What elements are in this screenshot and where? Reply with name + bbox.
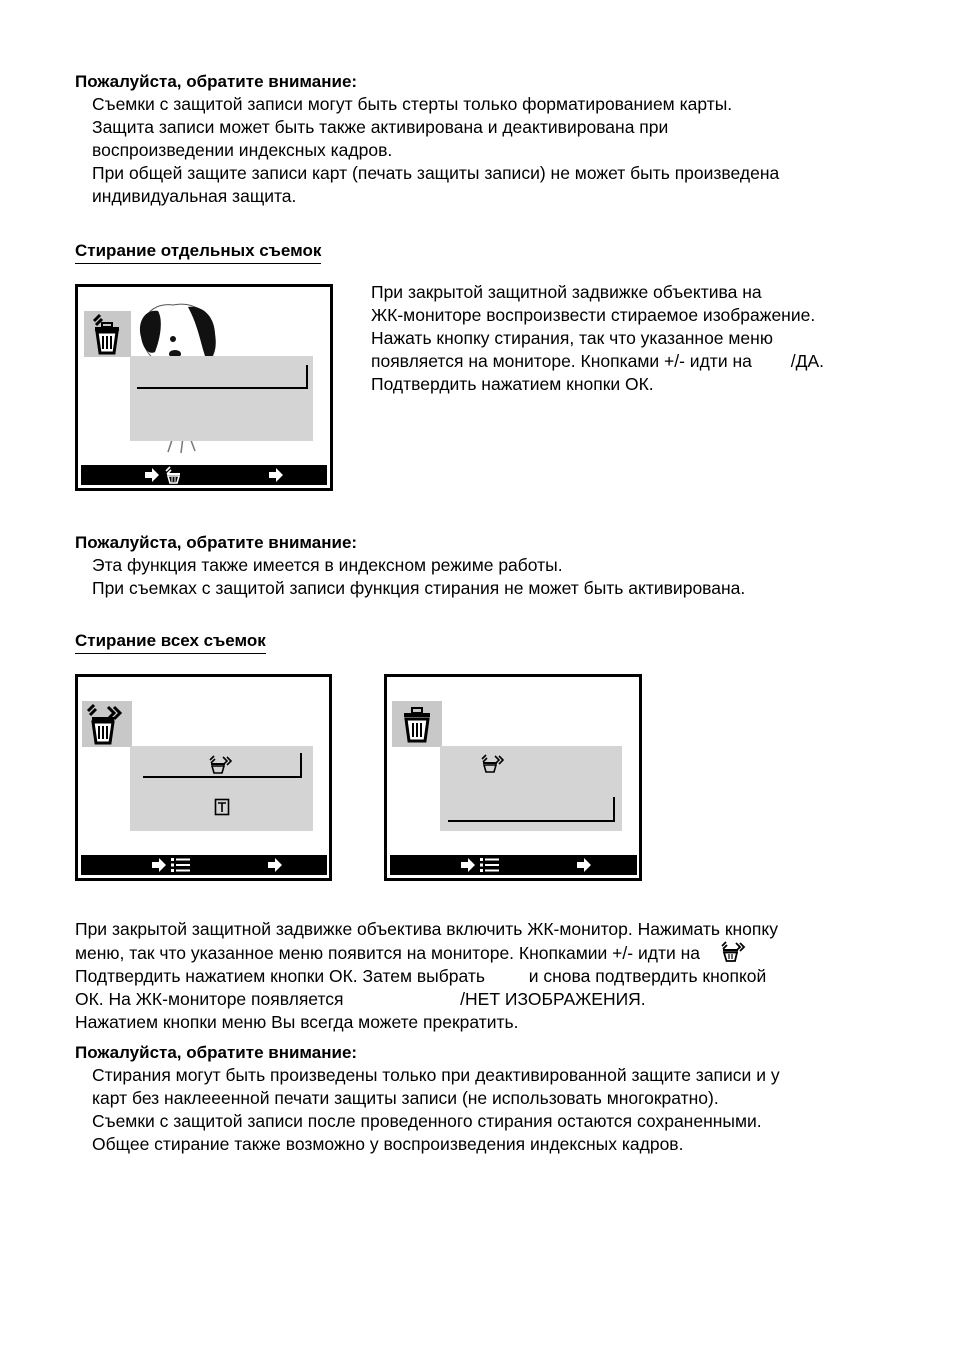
trash-single-icon bbox=[163, 466, 183, 484]
note-line: Общее стирание также возможно у воспроизведения индексных кадров. bbox=[92, 1134, 684, 1154]
section-description bbox=[371, 281, 824, 396]
note-title: Пожалуйста, обратите внимание: bbox=[75, 1043, 358, 1062]
note-line: Съемки с защитой записи после проведенного стирания остаются сохраненными. bbox=[92, 1111, 762, 1131]
note-line: При общей защите записи карт (печать защиты записи) не может быть произведена bbox=[92, 163, 780, 183]
menu-list-icon bbox=[170, 857, 192, 873]
menu-selection[interactable] bbox=[137, 365, 308, 389]
trash-all-icon bbox=[719, 941, 749, 963]
desc-line: Подтвердить нажатием кнопки ОК. bbox=[371, 374, 654, 394]
lcd-screen-delete-all-confirm bbox=[384, 674, 642, 881]
note-line: Съемки с защитой записи могут быть стерты только форматированием карты. bbox=[92, 94, 733, 114]
note-line: Защита записи может быть также активирована и деактивирована при bbox=[92, 117, 669, 137]
desc-line: ОК. На ЖК-мониторе появляется /НЕТ ИЗОБРАЖЕНИЯ. bbox=[75, 989, 646, 1009]
arrow-right-icon bbox=[576, 857, 592, 873]
note-title: Пожалуйста, обратите внимание: bbox=[75, 533, 358, 552]
menu-panel bbox=[130, 746, 313, 831]
card-icon bbox=[214, 798, 230, 816]
note-line: индивидуальная защита. bbox=[92, 186, 297, 206]
status-bar bbox=[81, 855, 327, 875]
lcd-screen-delete-all-menu bbox=[75, 674, 332, 881]
trash-single-icon bbox=[84, 311, 131, 357]
menu-option-confirm[interactable] bbox=[448, 797, 615, 822]
desc-line-with-icon bbox=[75, 941, 778, 965]
note-line: Эта функция также имеется в индексном режиме работы. bbox=[92, 555, 563, 575]
arrow-right-icon bbox=[460, 857, 476, 873]
arrow-right-icon bbox=[144, 467, 160, 483]
arrow-right-icon bbox=[268, 467, 284, 483]
trash-icon bbox=[392, 701, 442, 747]
desc-line: меню, так что указанное меню появится на мониторе. Кнопкамии +/- идти на bbox=[75, 943, 700, 963]
trash-all-icon bbox=[207, 755, 235, 775]
arrow-right-icon bbox=[151, 857, 167, 873]
menu-list-icon bbox=[479, 857, 501, 873]
menu-panel bbox=[130, 356, 313, 441]
note-title: Пожалуйста, обратите внимание: bbox=[75, 72, 358, 91]
desc-line: ЖК-мониторе воспроизвести стираемое изображение. bbox=[371, 305, 816, 325]
trash-all-icon bbox=[479, 754, 507, 774]
desc-line: Подтвердить нажатием кнопки ОК. Затем выбрать и снова подтвердить кнопкой bbox=[75, 966, 767, 986]
note-line: Стирания могут быть произведены только при деактивированной защите записи и у bbox=[92, 1065, 780, 1085]
desc-line: Нажать кнопку стирания, так что указанное меню bbox=[371, 328, 773, 348]
note-body bbox=[92, 93, 779, 208]
note-line: воспроизведении индексных кадров. bbox=[92, 140, 393, 160]
desc-line: При закрытой защитной задвижке объектива на bbox=[371, 282, 762, 302]
section-title: Стирание отдельных съемок bbox=[75, 240, 321, 264]
note-body bbox=[92, 1064, 780, 1156]
note-line: карт без наклееенной печати защиты записи (не использовать многократно). bbox=[92, 1088, 719, 1108]
arrow-right-icon bbox=[267, 857, 283, 873]
note-line: При съемках с защитой записи функция стирания не может быть активирована. bbox=[92, 578, 746, 598]
status-bar bbox=[81, 465, 327, 485]
section-description bbox=[75, 918, 778, 1034]
desc-line: Нажатием кнопки меню Вы всегда можете прекратить. bbox=[75, 1012, 519, 1032]
desc-line: При закрытой защитной задвижке объектива включить ЖК-монитор. Нажимать кнопку bbox=[75, 919, 778, 939]
status-bar bbox=[390, 855, 637, 875]
lcd-screen-delete-single bbox=[75, 284, 333, 491]
menu-option-delete-all[interactable] bbox=[143, 753, 302, 778]
menu-panel bbox=[440, 746, 622, 831]
trash-all-icon bbox=[82, 701, 132, 747]
section-title: Стирание всех съемок bbox=[75, 630, 266, 654]
desc-line: появляется на мониторе. Кнопками +/- идти на /ДА. bbox=[371, 351, 824, 371]
note-body bbox=[92, 554, 745, 600]
